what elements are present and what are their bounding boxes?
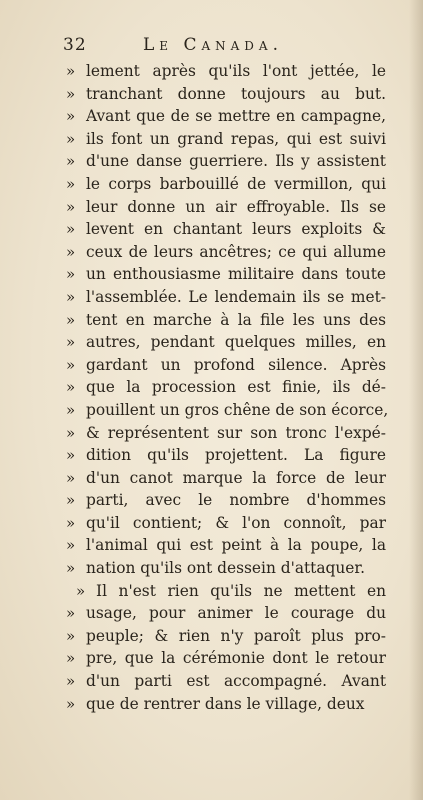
text-line: [66, 128, 386, 151]
quotation-mark: »: [66, 400, 76, 419]
running-head: Le Canada.: [143, 35, 283, 55]
text-line: [66, 670, 386, 693]
text-line: [66, 602, 386, 625]
text-line: [66, 354, 386, 377]
text-line: [66, 693, 386, 716]
quotation-mark: »: [66, 152, 76, 171]
text-line: [66, 444, 386, 467]
text-line: [66, 534, 386, 557]
text-line: [66, 105, 386, 128]
line-text: peuple; & rien n'y paroît plus pro-: [86, 626, 386, 645]
quotation-mark: »: [66, 491, 76, 510]
quotation-mark: »: [66, 536, 76, 555]
page-number: 32: [63, 35, 87, 55]
quotation-mark: »: [66, 355, 76, 374]
line-text: leur donne un air effroyable. Ils se: [86, 197, 386, 216]
text-line: [66, 422, 386, 445]
line-text: ils font un grand repas, qui est suivi: [86, 129, 386, 148]
line-text: d'une danse guerriere. Ils y assistent: [86, 152, 386, 171]
text-line: [66, 331, 386, 354]
quotation-mark: »: [66, 513, 76, 532]
line-text: un enthousiasme militaire dans toute: [86, 265, 386, 284]
line-text: pouillent un gros chêne de son écorce,: [86, 400, 389, 419]
line-text: d'un canot marque la force de leur: [86, 468, 386, 487]
line-text: que de rentrer dans le village, deux: [86, 694, 365, 713]
line-text: d'un parti est accompagné. Avant: [86, 672, 386, 691]
line-text: gardant un profond silence. Après: [86, 355, 386, 374]
line-text: Il n'est rien qu'ils ne mettent en: [96, 581, 386, 600]
quotation-mark: »: [66, 310, 76, 329]
line-text: nation qu'ils ont dessein d'attaquer.: [86, 559, 365, 578]
quotation-mark: »: [66, 604, 76, 623]
line-text: & représentent sur son tronc l'expé-: [86, 423, 386, 442]
quotation-mark: »: [66, 649, 76, 668]
quotation-mark: »: [66, 626, 76, 645]
line-text: lement après qu'ils l'ont jettée, le: [86, 62, 386, 80]
text-line: [66, 150, 386, 173]
text-line: [66, 625, 386, 648]
text-line: [66, 512, 386, 535]
line-text: Avant que de se mettre en campagne,: [86, 107, 386, 126]
text-line: [66, 83, 386, 106]
text-line: [66, 60, 386, 83]
line-text: le corps barbouillé de vermillon, qui: [86, 174, 386, 193]
text-line: [66, 196, 386, 219]
quotation-mark: »: [66, 84, 76, 103]
body-text: [66, 60, 389, 715]
text-line: [66, 286, 386, 309]
quotation-mark: »: [66, 62, 76, 80]
quotation-mark: »: [66, 423, 76, 442]
line-text: tranchant donne toujours au but.: [86, 84, 386, 103]
line-text: dition qu'ils projettent. La figure: [86, 446, 386, 465]
line-text: parti, avec le nombre d'hommes: [86, 491, 386, 510]
quotation-mark: »: [76, 581, 86, 600]
line-text: l'animal qui est peint à la poupe, la: [86, 536, 386, 555]
quotation-mark: »: [66, 242, 76, 261]
quotation-mark: »: [66, 174, 76, 193]
line-text: que la procession est finie, ils dé-: [86, 378, 386, 397]
line-text: autres, pendant quelques milles, en: [86, 333, 386, 352]
text-line: [66, 489, 386, 512]
text-line: [76, 580, 386, 603]
text-line: [66, 263, 386, 286]
line-text: pre, que la cérémonie dont le retour: [86, 649, 386, 668]
quotation-mark: »: [66, 107, 76, 126]
text-line: [66, 218, 386, 241]
text-line: [66, 376, 386, 399]
text-line: [66, 399, 389, 422]
line-text: levent en chantant leurs exploits &: [86, 220, 386, 239]
line-text: l'assemblée. Le lendemain ils se met-: [86, 287, 386, 306]
text-line: [66, 467, 386, 490]
page-header: [63, 35, 363, 57]
quotation-mark: »: [66, 333, 76, 352]
quotation-mark: »: [66, 265, 76, 284]
quotation-mark: »: [66, 694, 76, 713]
line-text: ceux de leurs ancêtres; ce qui allume: [86, 242, 386, 261]
text-line: [66, 173, 386, 196]
line-text: usage, pour animer le courage du: [86, 604, 386, 623]
text-line: [66, 557, 386, 580]
quotation-mark: »: [66, 129, 76, 148]
quotation-mark: »: [66, 446, 76, 465]
text-line: [66, 241, 386, 264]
text-line: [66, 309, 386, 332]
quotation-mark: »: [66, 672, 76, 691]
quotation-mark: »: [66, 197, 76, 216]
quotation-mark: »: [66, 468, 76, 487]
quotation-mark: »: [66, 287, 76, 306]
quotation-mark: »: [66, 559, 76, 578]
line-text: tent en marche à la file les uns des: [86, 310, 386, 329]
line-text: qu'il contient; & l'on connoît, par: [86, 513, 386, 532]
text-line: [66, 647, 386, 670]
quotation-mark: »: [66, 220, 76, 239]
quotation-mark: »: [66, 378, 76, 397]
